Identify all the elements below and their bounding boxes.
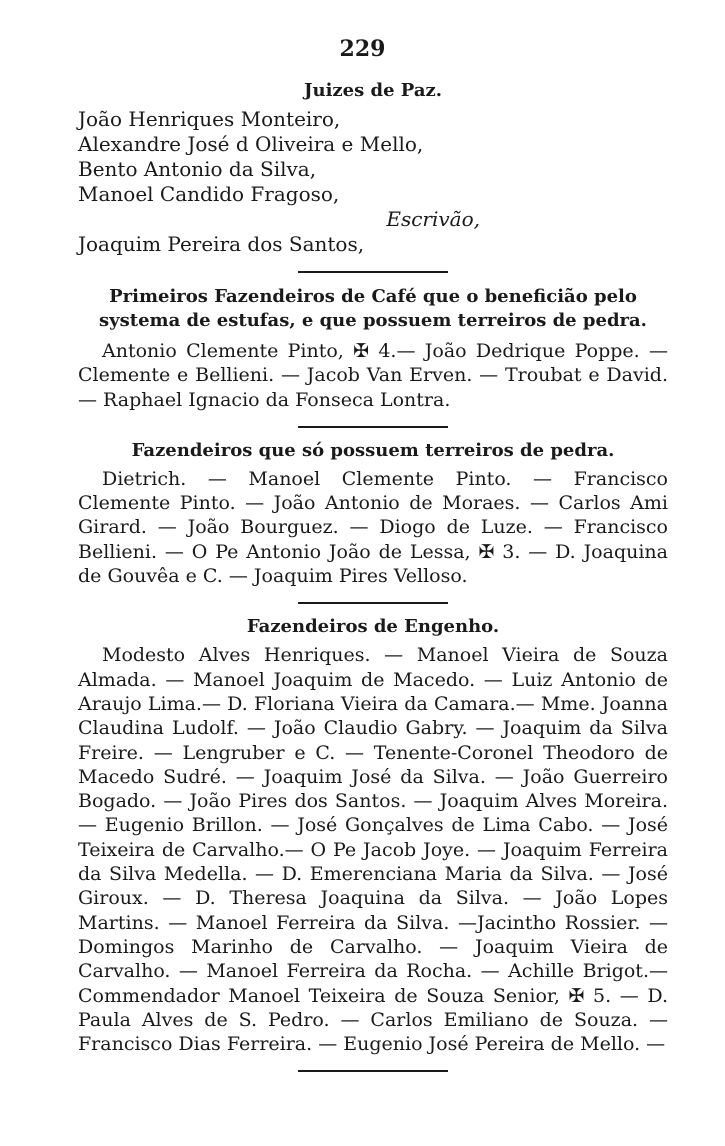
section-juizes-de-paz	[78, 80, 668, 257]
section-title: Fazendeiros de Engenho.	[246, 616, 500, 638]
section-title: Fazendeiros que só possuem terreiros de pedra.	[131, 439, 615, 461]
section-divider	[298, 1070, 448, 1072]
page-content	[78, 80, 668, 1084]
section-divider	[298, 426, 448, 428]
section-title: Juizes de Paz.	[303, 80, 443, 101]
section-divider	[298, 602, 448, 604]
escrivao-name: Joaquim Pereira dos Santos,	[78, 232, 365, 256]
list-item: Manoel Candido Fragoso,	[78, 182, 340, 206]
section-divider	[298, 271, 448, 273]
section-text: Modesto Alves Henriques. — Manoel Vieira de Souza Almada. — Manoel Joaquim de Macedo. — Luiz Antonio de Araujo Lima.— D. Floriana Vieira da Camara.— Mme. Joanna Claudina Ludolf. — João Claudio Gabry. — Joaquim da Silva Freire. — Lengruber e C. — Tenente-Coronel Theodoro de Macedo Sudré. — Joaquim José da Silva. — João Guerreiro Bogado. — João Pires dos Santos. — Joaquim Alves Moreira. — Eugenio Brillon. — José Gonçalves de Lima Cabo. — José Teixeira de Carvalho.— O Pe Jacob Joye. — Joaquim Ferreira da Silva Medella. — D. Emerenciana Maria da Silva. — José Giroux. — D. Theresa Joaquina da Silva. — João Lopes Martins. — Manoel Ferreira da Silva. —Jacintho Rossier. — Domingos Marinho de Carvalho. — Joaquim Vieira de Carvalho. — Manoel Ferreira da Rocha. — Achille Brigot.— Commendador Manoel Teixeira de Souza Senior, ✠ 5. — D. Paula Alves de S. Pedro. — Carlos Emiliano de Souza. — Francisco Dias Ferreira. — Eugenio José Pereira de Mello. —	[78, 644, 668, 1056]
section-title-line-1: Primeiros Fazendeiros de Café que o beneficião pelo	[109, 286, 637, 307]
section-text: Dietrich. — Manoel Clemente Pinto. — Francisco Clemente Pinto. — João Antonio de Moraes. — Carlos Ami Girard. — João Bourguez. — Diogo de Luze. — Francisco Bellieni. — O Pe Antonio João de Lessa, ✠ 3. — D. Joaquina de Gouvêa e C. — Joaquim Pires Velloso.	[78, 467, 668, 588]
section-primeiros-fazendeiros	[78, 285, 668, 412]
list-item: Alexandre José d Oliveira e Mello,	[78, 132, 424, 156]
section-fazendeiros-terreiros	[78, 440, 668, 588]
section-text: Antonio Clemente Pinto, ✠ 4.— João Dedrique Poppe. — Clemente e Bellieni. — Jacob Van Erven. — Troubat e David.— Raphael Ignacio da Fonseca Lontra.	[78, 340, 668, 411]
escrivao-label: Escrivão,	[386, 207, 480, 231]
list-item: João Henriques Monteiro,	[78, 107, 341, 131]
section-fazendeiros-engenho	[78, 616, 668, 1056]
section-title-line-2: systema de estufas, e que possuem terreiros de pedra.	[99, 310, 647, 331]
list-item: Bento Antonio da Silva,	[78, 157, 317, 181]
page-number: 229	[339, 36, 386, 62]
